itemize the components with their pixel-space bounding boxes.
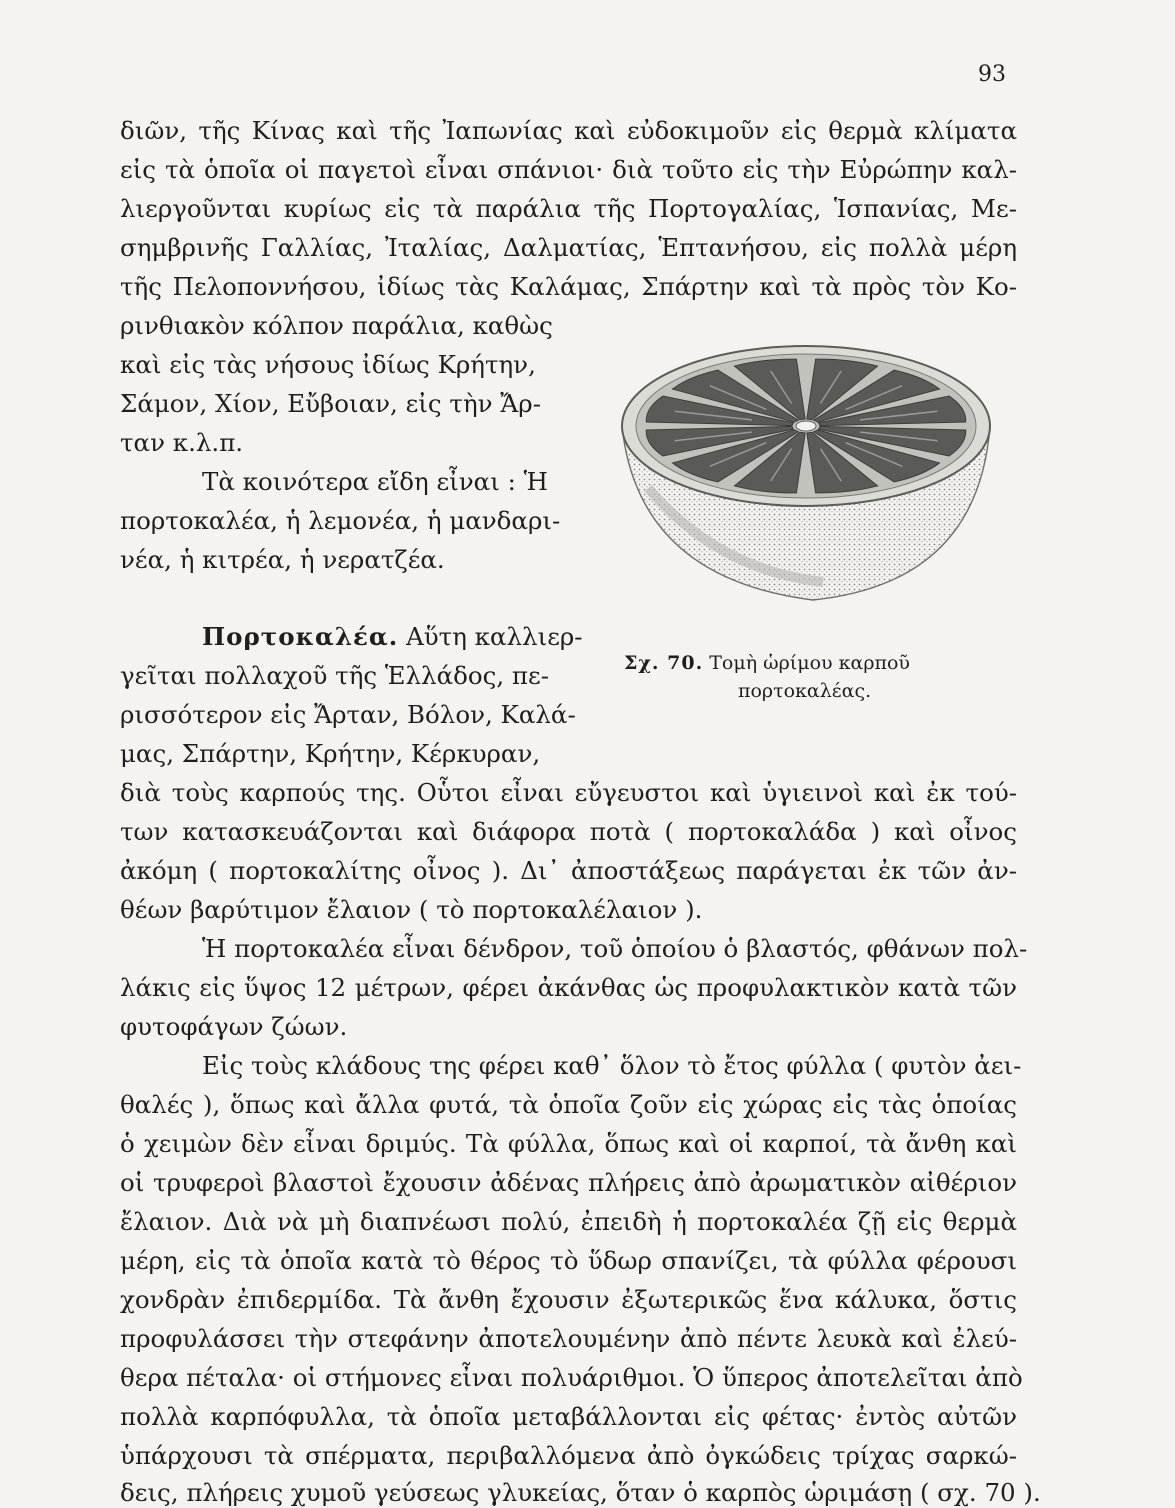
text-line: Σάμον, Χίον, Εὔβοιαν, εἰς τὴν Ἄρ- (120, 389, 541, 418)
text-line: ὑπάρχουσι τὰ σπέρματα, περιβαλλόμενα ἀπὸ ὀγκώδεις τρίχας σαρκώ- (120, 1441, 1017, 1470)
text-line: διὰ τοὺς καρπούς της. Οὗτοι εἶναι εὔγευστοι καὶ ὑγιεινοὶ καὶ ἐκ τού- (120, 778, 1017, 807)
text-line: θέων βαρύτιμον ἔλαιον ( τὸ πορτοκαλέλαιον ). (120, 895, 703, 924)
text-line: λάκις εἰς ὕψος 12 μέτρων, φέρει ἀκάνθας ὡς προφυλακτικὸν κατὰ τῶν (120, 973, 1017, 1002)
text-line: ἀκόμη ( πορτοκαλίτης οἶνος ). Δι᾽ ἀποστάξεως παράγεται ἐκ τῶν ἀν- (120, 856, 1017, 885)
text-line: οἱ τρυφεροὶ βλαστοὶ ἔχουσιν ἀδένας πλήρεις ἀπὸ ἀρωματικὸν αἰθέριον (120, 1168, 1017, 1197)
text-line: Τὰ κοινότερα εἴδη εἶναι : Ἡ (202, 467, 548, 496)
text-line: ταν κ.λ.π. (120, 428, 244, 457)
text-line: μέρη, εἰς τὰ ὁποῖα κατὰ τὸ θέρος τὸ ὕδωρ σπανίζει, τὰ φύλλα φέρουσι (120, 1246, 1017, 1275)
figure-caption-line-2: πορτοκαλέας. (738, 680, 872, 702)
text-line: Αὕτη καλλιερ- (398, 622, 583, 651)
section-heading-line (202, 622, 583, 652)
text-line: τῆς Πελοποννήσου, ἰδίως τὰς Καλάμας, Σπάρτην καὶ τὰ πρὸς τὸν Κο- (120, 272, 1017, 301)
text-line: μας, Σπάρτην, Κρήτην, Κέρκυραν, (120, 739, 541, 768)
text-line: ρινθιακὸν κόλπον παράλια, καθὼς (120, 311, 553, 340)
figure-caption-line-1 (624, 652, 910, 674)
text-line: φυτοφάγων ζώων. (120, 1012, 348, 1041)
text-line: προφυλάσσει τὴν στεφάνην ἀποτελουμένην ἀπὸ πέντε λευκὰ καὶ ἐλεύ- (120, 1324, 1017, 1353)
text-line: Εἰς τοὺς κλάδους της φέρει καθ᾽ ὅλον τὸ ἔτος φύλλα ( φυτὸν ἀει- (202, 1051, 1022, 1080)
page-number: 93 (978, 62, 1006, 87)
text-line: Ἡ πορτοκαλέα εἶναι δένδρον, τοῦ ὁποίου ὁ βλαστός, φθάνων πολ- (202, 934, 1028, 963)
orange-half-illustration (608, 338, 1004, 608)
text-line: πορτοκαλέα, ἡ λεμονέα, ἡ μανδαρι- (120, 506, 561, 535)
figure-caption: Τομὴ ὡρίμου καρποῦ (703, 652, 910, 674)
text-line: ὁ χειμὼν δὲν εἶναι δριμύς. Τὰ φύλλα, ὅπως καὶ οἱ καρποί, τὰ ἄνθη καὶ (120, 1129, 1017, 1158)
text-line: σημβρινῆς Γαλλίας, Ἰταλίας, Δαλματίας, Ἑπτανήσου, εἰς πολλὰ μέρη (120, 233, 1017, 262)
text-line: πολλὰ καρπόφυλλα, τὰ ὁποῖα μεταβάλλονται εἰς φέτας· ἐντὸς αὐτῶν (120, 1402, 1017, 1431)
text-line: εἰς τὰ ὁποῖα οἱ παγετοὶ εἶναι σπάνιοι· διὰ τοῦτο εἰς τὴν Εὐρώπην καλ- (120, 155, 1017, 184)
text-line: των κατασκευάζονται καὶ διάφορα ποτὰ ( πορτοκαλάδα ) καὶ οἶνος (120, 817, 1017, 846)
figure-label: Σχ. 70. (624, 652, 704, 674)
text-line: διῶν, τῆς Κίνας καὶ τῆς Ἰαπωνίας καὶ εὐδοκιμοῦν εἰς θερμὰ κλίματα (120, 116, 1017, 145)
text-line: δεις, πλήρεις χυμοῦ γεύσεως γλυκείας, ὅταν ὁ καρπὸς ὡριμάσῃ ( σχ. 70 ). (120, 1478, 1041, 1507)
text-line: θαλές ), ὅπως καὶ ἄλλα φυτά, τὰ ὁποῖα ζοῦν εἰς χώρας εἰς τὰς ὁποίας (120, 1090, 1017, 1119)
section-heading: Πορτοκαλέα. (202, 622, 399, 651)
orange-core (796, 421, 816, 431)
text-line: λιεργοῦνται κυρίως εἰς τὰ παράλια τῆς Πορτογαλίας, Ἱσπανίας, Με- (120, 194, 1017, 223)
text-line: χονδρὰν ἐπιδερμίδα. Τὰ ἄνθη ἔχουσιν ἐξωτερικῶς ἕνα κάλυκα, ὅστις (120, 1285, 1017, 1314)
text-line: γεῖται πολλαχοῦ τῆς Ἑλλάδος, πε- (120, 661, 549, 690)
text-line: θερα πέταλα· οἱ στήμονες εἶναι πολυάριθμοι. Ὁ ὕπερος ἀποτελεῖται ἀπὸ (120, 1363, 1023, 1392)
text-line: ρισσότερον εἰς Ἄρταν, Βόλον, Καλά- (120, 700, 576, 729)
text-line: καὶ εἰς τὰς νήσους ἰδίως Κρήτην, (120, 350, 536, 379)
text-line: νέα, ἡ κιτρέα, ἡ νερατζέα. (120, 545, 445, 574)
text-line: ἔλαιον. Διὰ νὰ μὴ διαπνέωσι πολύ, ἐπειδὴ ἡ πορτοκαλέα ζῇ εἰς θερμὰ (120, 1207, 1017, 1236)
